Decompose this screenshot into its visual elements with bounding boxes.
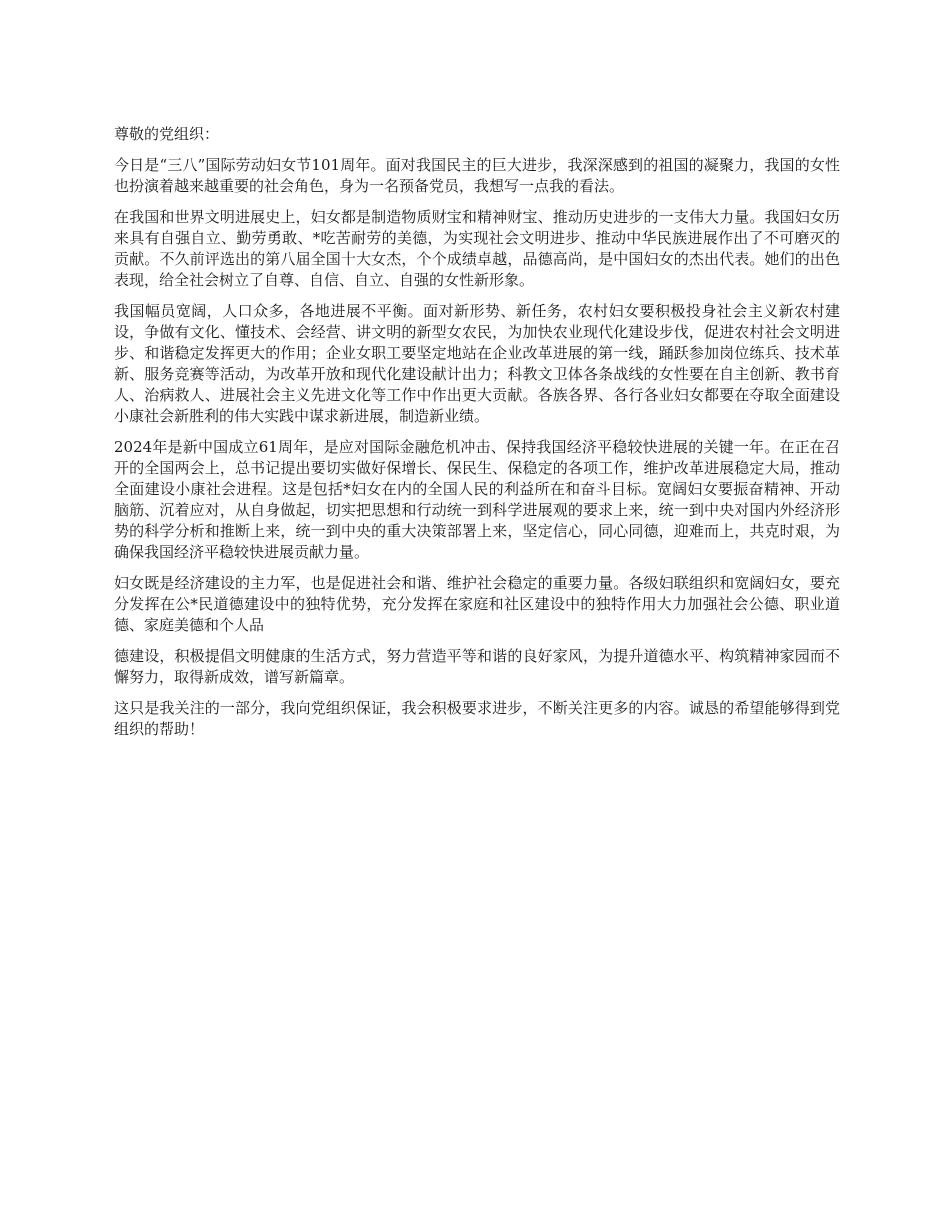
paragraph-1: 今日是“三八”国际劳动妇女节101周年。面对我国民主的巨大进步，我深深感到的祖国的凝聚力，我国的女性也扮演着越来越重要的社会角色，身为一名预备党员，我想写一点我的看法。 [114, 156, 840, 195]
paragraph-3: 我国幅员宽阔，人口众多，各地进展不平衡。面对新形势、新任务，农村妇女要积极投身社会主义新农村建设，争做有文化、懂技术、会经营、讲文明的新型女农民，为加快农业现代化建设步伐，促进农村社会文明进步、和谐稳定发挥更大的作用；企业女职工要坚定地站在企业改革进展的第一线，踊跃参加岗位练兵、技术革新、服务竞赛等活动，为改革开放和现代化建设献计出力；科教文卫体各条战线的女性要在自主创新、教书育人、治病救人、进展社会主义先进文化等工作中作出更大贡献。各族各界、各行各业妇女都要在夺取全面建设小康社会新胜利的伟大实践中谋求新进展，制造新业绩。 [114, 302, 840, 425]
paragraph-6: 德建设，积极提倡文明健康的生活方式，努力营造平等和谐的良好家风，为提升道德水平、构筑精神家园而不懈努力，取得新成效，谱写新篇章。 [114, 647, 840, 686]
paragraph-5: 妇女既是经济建设的主力军，也是促进社会和谐、维护社会稳定的重要力量。各级妇联组织和宽阔妇女，要充分发挥在公*民道德建设中的独特优势，充分发挥在家庭和社区建设中的独特作用大力加强社会公德、职业道德、家庭美德和个人品 [114, 574, 840, 634]
document-body [114, 124, 840, 750]
paragraph-7: 这只是我关注的一部分，我向党组织保证，我会积极要求进步，不断关注更多的内容。诚恳的希望能够得到党组织的帮助！ [114, 699, 840, 738]
salutation: 尊敬的党组织： [114, 125, 220, 143]
paragraph-4: 2024年是新中国成立61周年，是应对国际金融危机冲击、保持我国经济平稳较快进展的关键一年。在正在召开的全国两会上，总书记提出要切实做好保增长、保民生、保稳定的各项工作，维护改革进展稳定大局，推动全面建设小康社会进程。这是包括*妇女在内的全国人民的利益所在和奋斗目标。宽阔妇女要振奋精神、开动脑筋、沉着应对，从自身做起，切实把思想和行动统一到科学进展观的要求上来，统一到中央对国内外经济形势的科学分析和推断上来，统一到中央的重大决策部署上来，坚定信心，同心同德，迎难而上，共克时艰，为确保我国经济平稳较快进展贡献力量。 [114, 438, 840, 561]
paragraph-2: 在我国和世界文明进展史上，妇女都是制造物质财宝和精神财宝、推动历史进步的一支伟大力量。我国妇女历来具有自强自立、勤劳勇敢、*吃苦耐劳的美德，为实现社会文明进步、推动中华民族进展作出了不可磨灭的贡献。不久前评选出的第八届全国十大女杰，个个成绩卓越，品德高尚，是中国妇女的杰出代表。她们的出色表现，给全社会树立了自尊、自信、自立、自强的女性新形象。 [114, 208, 840, 289]
